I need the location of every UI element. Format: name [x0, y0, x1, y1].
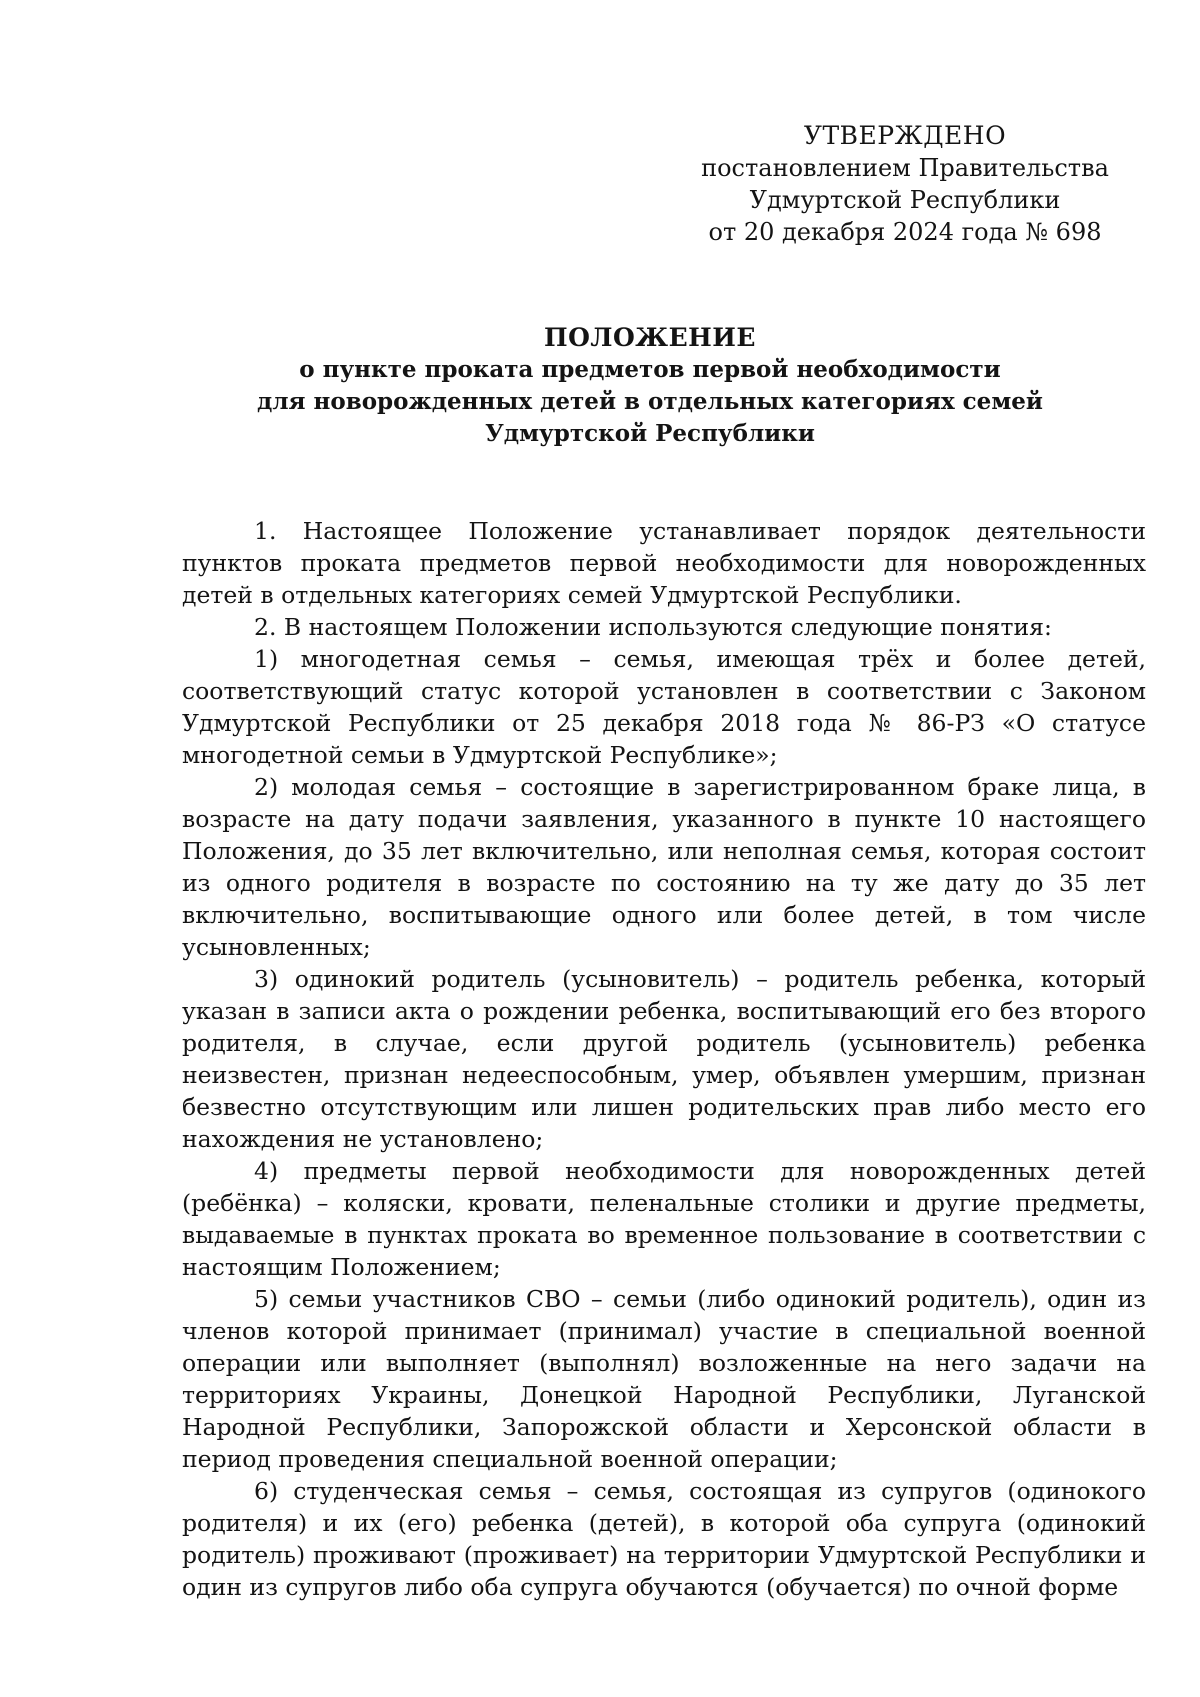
approval-line-2: Удмуртской Республики: [749, 186, 1061, 214]
paragraph-2: 2. В настоящем Положении используются следующие понятия:: [254, 613, 1052, 641]
approval-stamp-block: [690, 120, 1120, 248]
document-title-block: [190, 322, 1110, 450]
paragraph-2-item-2: 2) молодая семья – состоящие в зарегистрированном браке лица, в возрасте на дату подачи заявления, указанного в пункте 10 настоящего Положения, до 35 лет включительно, или неполная семья, которая состоит из одного родителя в возрасте по состоянию на ту же дату до 35 лет включительно, воспитывающие одного или более детей, в том числе усыновленных;: [182, 773, 1146, 961]
paragraph-1: 1. Настоящее Положение устанавливает порядок деятельности пунктов проката предметов первой необходимости для новорожденных детей в отдельных категориях семей Удмуртской Республики.: [182, 517, 1146, 609]
document-subtitle-line-1: о пункте проката предметов первой необходимости: [299, 356, 1001, 383]
paragraph-2-item-5: 5) семьи участников СВО – семьи (либо одинокий родитель), один из членов которой принимает (принимал) участие в специальной военной операции или выполняет (выполнял) возложенные на него задачи на территориях Украины, Донецкой Народной Республики, Луганской Народной Республики, Запорожской области и Херсонской области в период проведения специальной военной операции;: [182, 1285, 1146, 1473]
document-subtitle-line-2: для новорожденных детей в отдельных категориях семей: [257, 388, 1043, 415]
paragraph-2-item-1: 1) многодетная семья – семья, имеющая трёх и более детей, соответствующий статус которой установлен в соответствии с Законом Удмуртской Республики от 25 декабря 2018 года № 86-РЗ «О статусе многодетной семьи в Удмуртской Республике»;: [182, 645, 1146, 769]
document-body: [182, 515, 1146, 1603]
document-subtitle-line-3: Удмуртской Республики: [485, 420, 815, 447]
paragraph-2-item-3: 3) одинокий родитель (усыновитель) – родитель ребенка, который указан в записи акта о рождении ребенка, воспитывающий его без второго родителя, в случае, если другой родитель (усыновитель) ребенка неизвестен, признан недееспособным, умер, объявлен умершим, признан безвестно отсутствующим или лишен родительских прав либо место его нахождения не установлено;: [182, 965, 1146, 1153]
document-title: ПОЛОЖЕНИЕ: [544, 323, 756, 352]
paragraph-2-item-6: 6) студенческая семья – семья, состоящая из супругов (одинокого родителя) и их (его) ребенка (детей), в которой оба супруга (одинокий родитель) проживают (проживает) на территории Удмуртской Республики и один из супругов либо оба супруга обучаются (обучается) по очной форме: [182, 1477, 1146, 1601]
approval-line-3: от 20 декабря 2024 года № 698: [708, 218, 1102, 246]
approval-heading: УТВЕРЖДЕНО: [803, 121, 1007, 150]
approval-line-1: постановлением Правительства: [701, 154, 1109, 182]
paragraph-2-item-4: 4) предметы первой необходимости для новорожденных детей (ребёнка) – коляски, кровати, пеленальные столики и другие предметы, выдаваемые в пунктах проката во временное пользование в соответствии с настоящим Положением;: [182, 1157, 1146, 1281]
